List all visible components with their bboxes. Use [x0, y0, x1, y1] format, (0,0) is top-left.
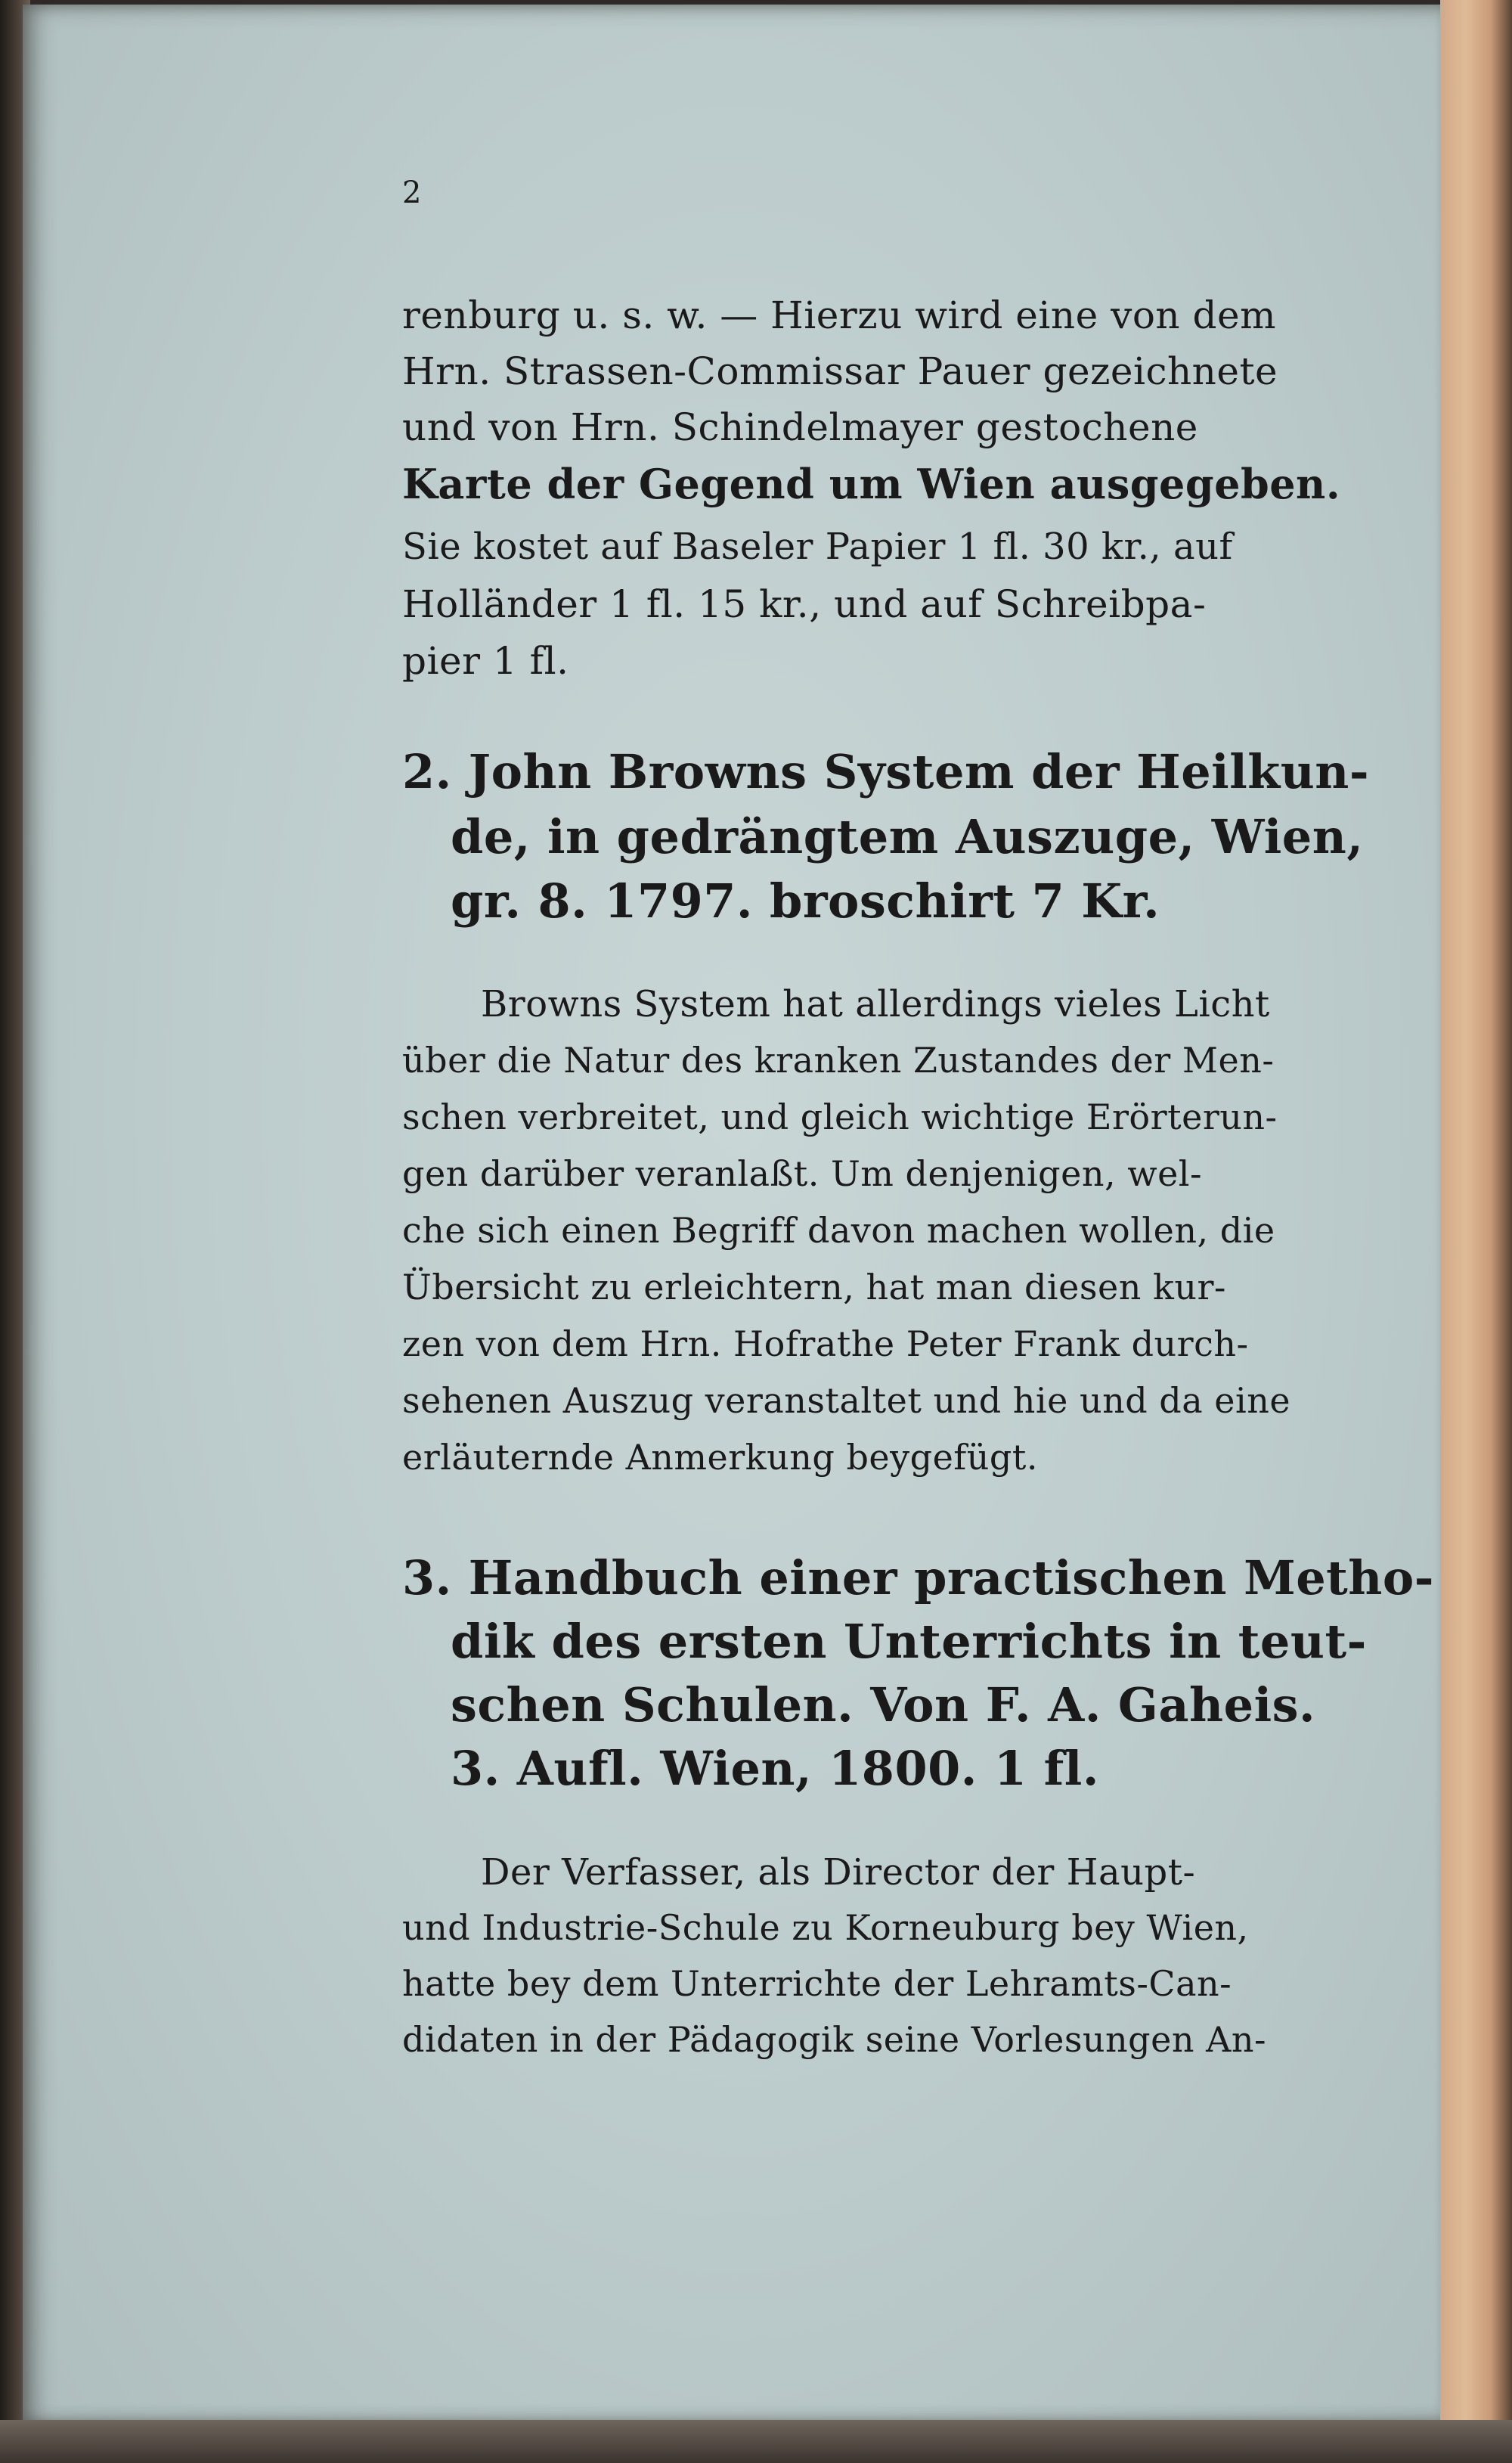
continuation-line: Holländer 1 fl. 15 kr., und auf Schreibpa- [402, 582, 1207, 626]
continuation-line: Hrn. Strassen-Commissar Pauer gezeichnete [402, 349, 1278, 393]
entry-body-line: Übersicht zu erleichtern, hat man diesen kur- [402, 1267, 1226, 1307]
entry-body-line: über die Natur des kranken Zustandes der Men- [402, 1040, 1275, 1081]
entry-heading-line: 3. Handbuch einer practischen Metho- [402, 1550, 1434, 1605]
entry-body-line: schen verbreitet, und gleich wichtige Erörterun- [402, 1097, 1278, 1137]
continuation-line: Sie kostet auf Baseler Papier 1 fl. 30 kr., auf [402, 526, 1233, 568]
entry-heading-line: 2. John Browns System der Heilkun- [402, 744, 1370, 799]
entry-heading-line: 3. Aufl. Wien, 1800. 1 fl. [451, 1741, 1099, 1796]
entry-body-line: und Industrie-Schule zu Korneuburg bey Wien, [402, 1907, 1249, 1948]
entry-heading-line: gr. 8. 1797. broschirt 7 Kr. [451, 873, 1160, 929]
page-number: 2 [402, 175, 422, 210]
entry-heading-line: schen Schulen. Von F. A. Gaheis. [451, 1677, 1316, 1732]
continuation-line: renburg u. s. w. — Hierzu wird eine von dem [402, 293, 1277, 337]
entry-body-line: Browns System hat allerdings vieles Licht [481, 983, 1270, 1025]
entry-body-line: gen darüber veranlaßt. Um denjenigen, wel- [402, 1153, 1203, 1194]
entry-body-line: didaten in der Pädagogik seine Vorlesungen An- [402, 2019, 1266, 2060]
entry-body-line: sehenen Auszug veranstaltet und hie und da eine [402, 1380, 1291, 1421]
entry-heading-line: dik des ersten Unterrichts in teut- [451, 1614, 1367, 1669]
entry-body-line: hatte bey dem Unterrichte der Lehramts-Can- [402, 1963, 1232, 2004]
entry-heading-line: de, in gedrängtem Auszuge, Wien, [451, 809, 1364, 864]
page-fore-edge [1440, 0, 1512, 2463]
continuation-line: pier 1 fl. [402, 639, 569, 683]
entry-body-line: Der Verfasser, als Director der Haupt- [481, 1851, 1196, 1894]
continuation-line: Karte der Gegend um Wien ausgegeben. [402, 460, 1341, 508]
entry-body-line: zen von dem Hrn. Hofrathe Peter Frank durch- [402, 1323, 1249, 1364]
entry-body-line: erläuternde Anmerkung beygefügt. [402, 1437, 1038, 1478]
entry-body-line: che sich einen Begriff davon machen wollen, die [402, 1210, 1275, 1251]
book-bottom-edge [0, 2420, 1512, 2463]
continuation-line: und von Hrn. Schindelmayer gestochene [402, 405, 1198, 449]
